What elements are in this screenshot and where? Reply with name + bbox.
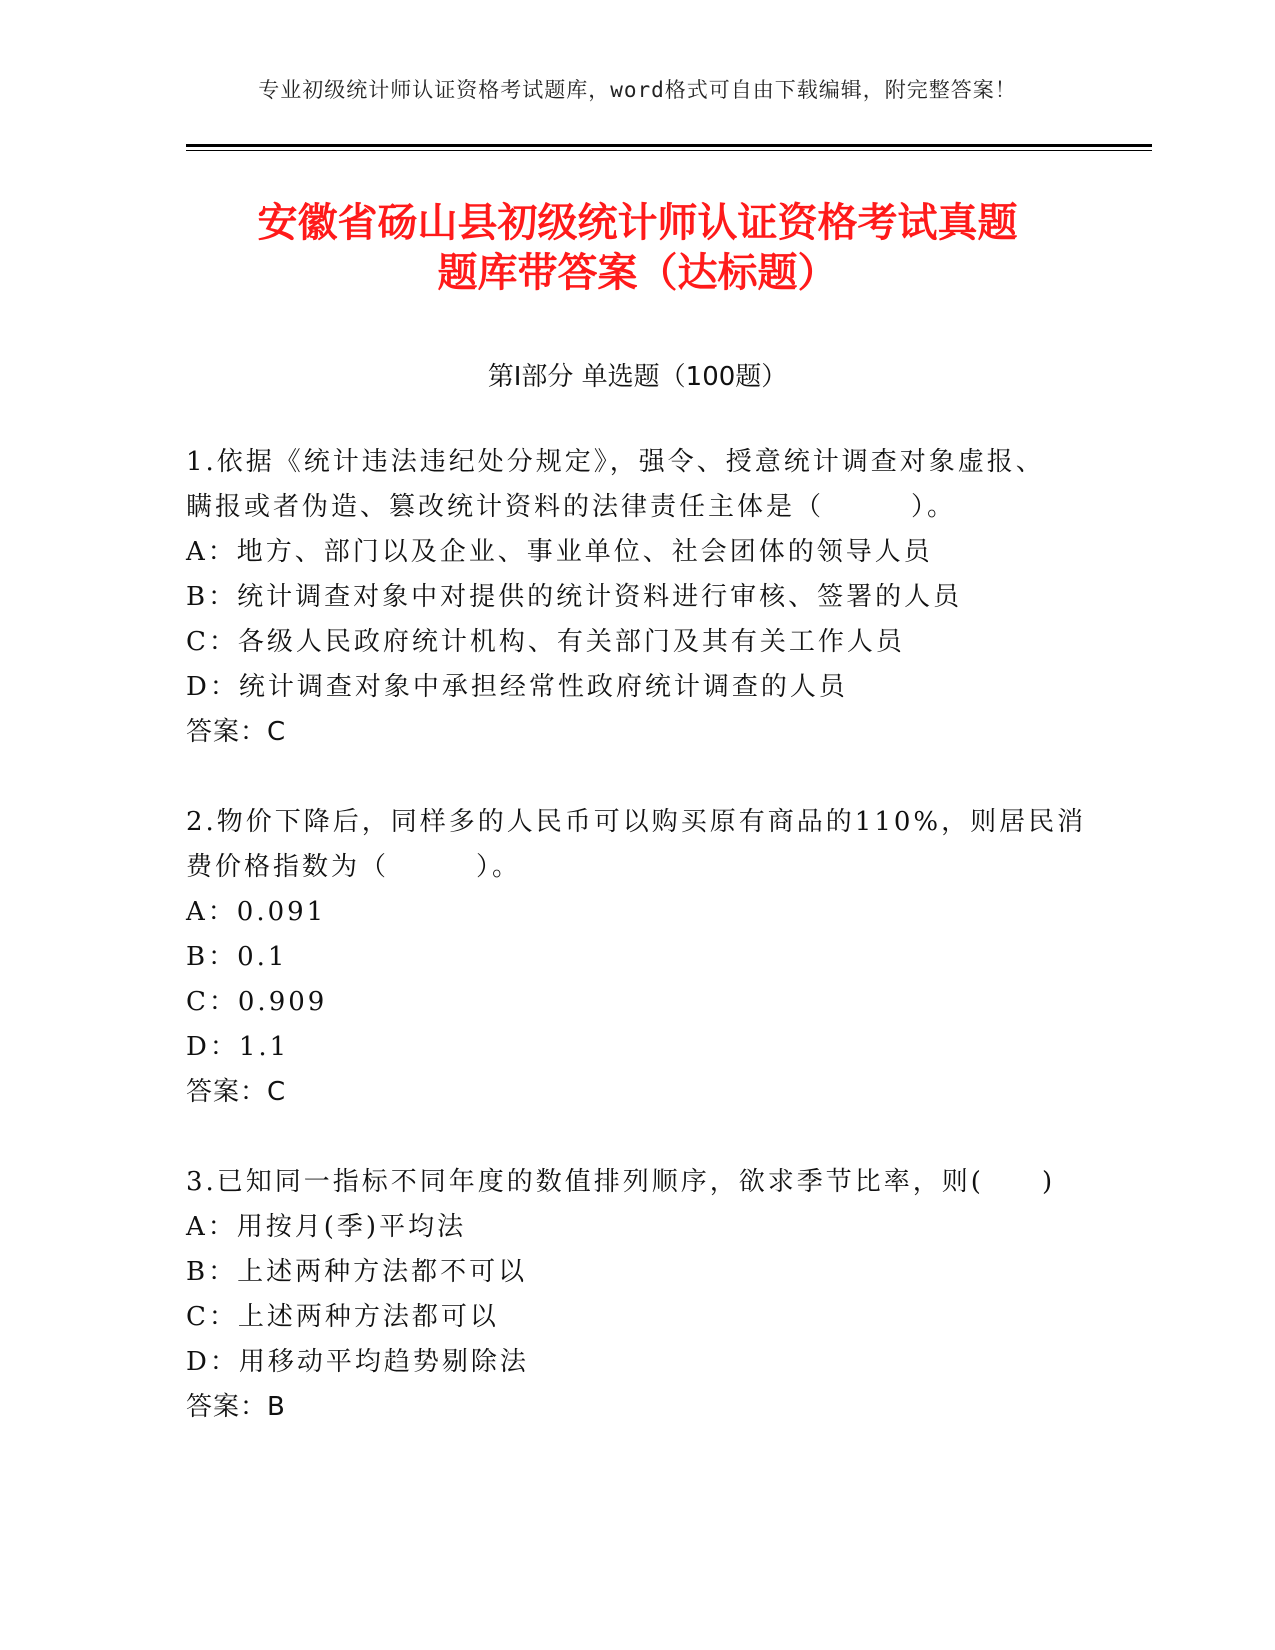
answer-line: 答案：C bbox=[186, 717, 287, 747]
option-d: D：1.1 bbox=[186, 1032, 290, 1062]
section-heading: 第Ⅰ部分 单选题（100题） bbox=[487, 362, 788, 392]
header-divider-thick bbox=[186, 144, 1152, 147]
option-a: A：地方、部门以及企业、事业单位、社会团体的领导人员 bbox=[186, 537, 933, 567]
option-d: D：用移动平均趋势剔除法 bbox=[186, 1347, 529, 1377]
question-stem-line: 费价格指数为（ ）。 bbox=[186, 852, 522, 882]
question-1 bbox=[186, 440, 1086, 755]
question-list bbox=[186, 440, 1086, 1475]
option-d: D：统计调查对象中承担经常性政府统计调查的人员 bbox=[186, 672, 848, 702]
answer-line: 答案：B bbox=[186, 1392, 286, 1422]
title-line-1: 安徽省砀山县初级统计师认证资格考试真题 bbox=[257, 200, 1018, 246]
option-c: C：各级人民政府统计机构、有关部门及其有关工作人员 bbox=[186, 627, 905, 657]
question-stem-line: 瞒报或者伪造、篡改统计资料的法律责任主体是（ ）。 bbox=[186, 492, 957, 522]
answer-line: 答案：C bbox=[186, 1077, 287, 1107]
header-divider-thin bbox=[186, 150, 1152, 151]
option-b: B：0.1 bbox=[186, 942, 288, 972]
question-2 bbox=[186, 800, 1086, 1115]
question-stem-line: 2.物价下降后，同样多的人民币可以购买原有商品的110%，则居民消 bbox=[186, 807, 1087, 837]
option-b: B：上述两种方法都不可以 bbox=[186, 1257, 528, 1287]
option-b: B：统计调查对象中对提供的统计资料进行审核、签署的人员 bbox=[186, 582, 963, 612]
option-c: C：0.909 bbox=[186, 987, 328, 1017]
option-c: C：上述两种方法都可以 bbox=[186, 1302, 499, 1332]
header-note: 专业初级统计师认证资格考试题库，word格式可自由下载编辑，附完整答案！ bbox=[258, 78, 1017, 102]
option-a: A：0.091 bbox=[186, 897, 327, 927]
option-a: A：用按月(季)平均法 bbox=[186, 1212, 467, 1242]
question-stem-line: 1.依据《统计违法违纪处分规定》，强令、授意统计调查对象虚报、 bbox=[186, 447, 1045, 477]
document-title bbox=[150, 198, 1125, 298]
question-3 bbox=[186, 1160, 1086, 1430]
title-line-2: 题库带答案（达标题） bbox=[437, 250, 838, 296]
question-stem-line: 3.已知同一指标不同年度的数值排列顺序，欲求季节比率，则( ) bbox=[186, 1167, 1056, 1197]
